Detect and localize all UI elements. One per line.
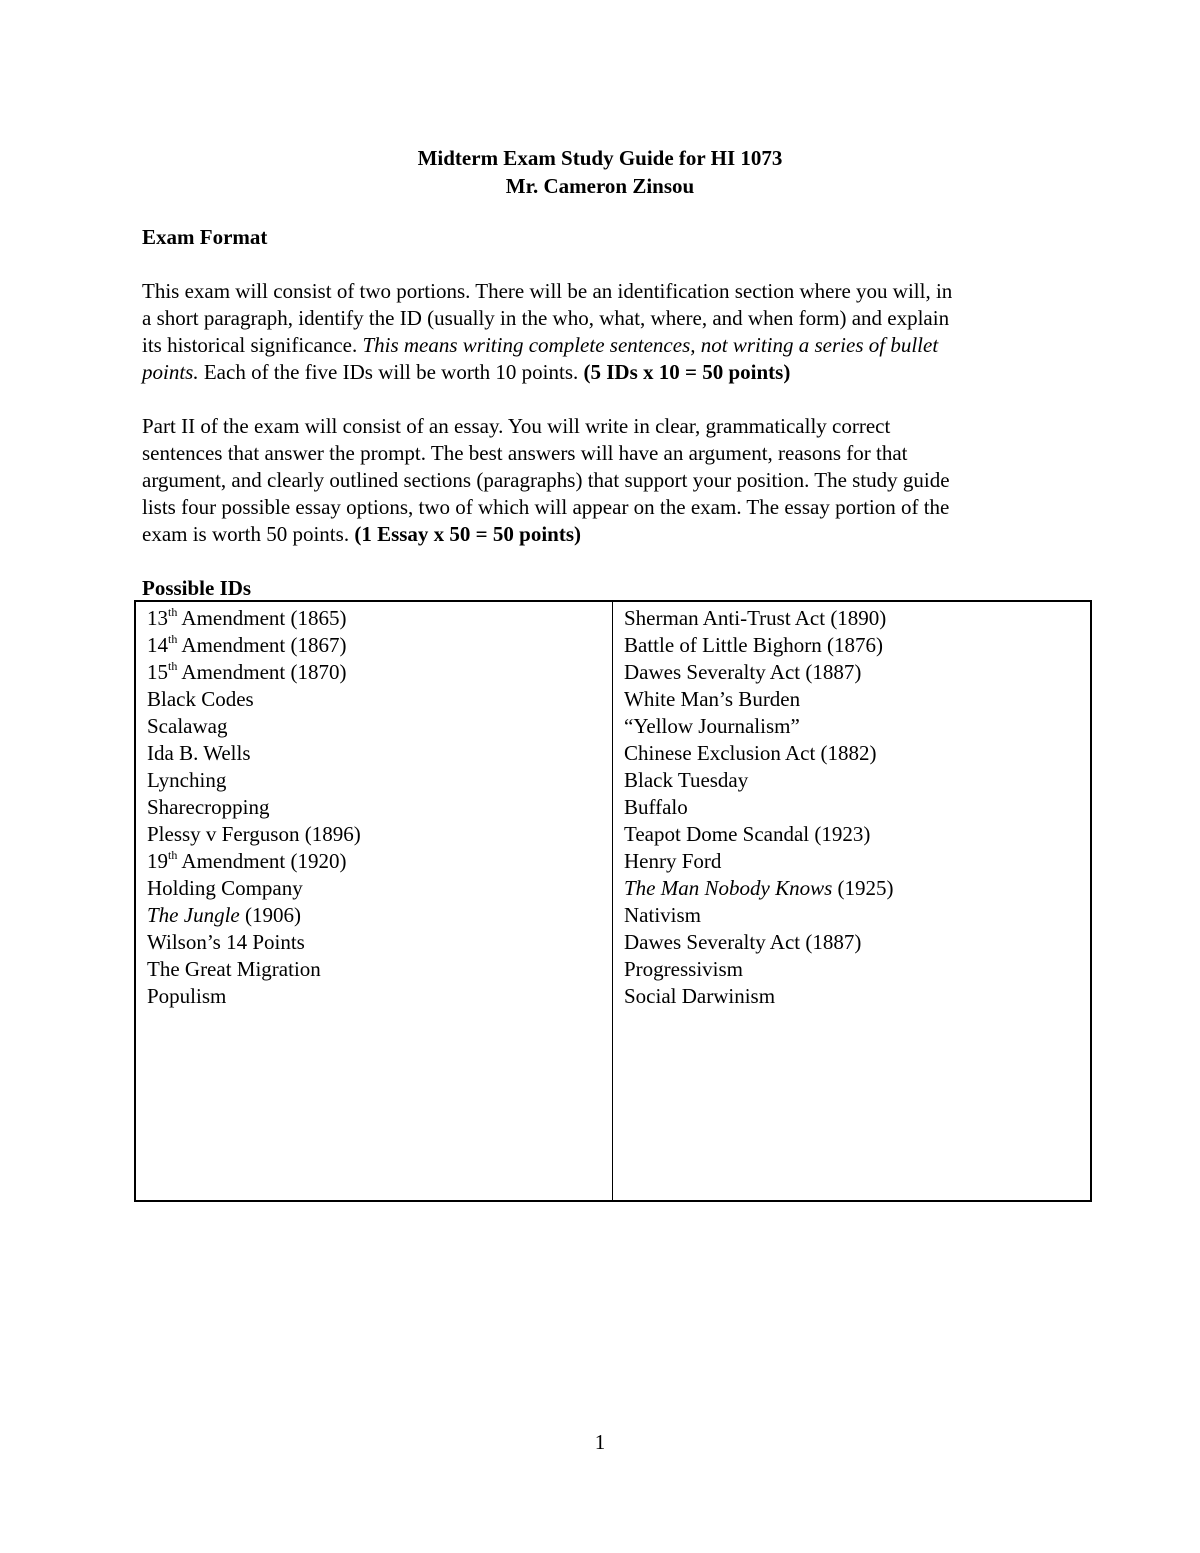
ordinal-suffix: th: [168, 632, 178, 646]
id-item: Black Codes: [147, 687, 254, 711]
paragraph-line: sentences that answer the prompt. The best answers will have an argument, reasons for that: [142, 441, 908, 465]
id-item: Holding Company: [147, 876, 303, 900]
id-item: Teapot Dome Scandal (1923): [624, 822, 871, 846]
id-item: Sherman Anti-Trust Act (1890): [624, 606, 887, 630]
ids-column-right: [613, 602, 1090, 1200]
ordinal-suffix: th: [168, 605, 178, 619]
id-text: Amendment (1920): [177, 849, 347, 873]
emphasis-text: points.: [142, 360, 199, 384]
paragraph-line: lists four possible essay options, two of which will appear on the exam. The essay portion of the: [142, 495, 950, 519]
paragraph-line: Part II of the exam will consist of an essay. You will write in clear, grammatically correct: [142, 414, 891, 438]
possible-ids-heading: Possible IDs: [142, 576, 252, 600]
id-item: Sharecropping: [147, 795, 270, 819]
id-item: White Man’s Burden: [624, 687, 801, 711]
possible-ids-table: [134, 600, 1092, 1202]
id-item: [147, 605, 612, 632]
paragraph-line: argument, and clearly outlined sections (paragraphs) that support your position. The study guide: [142, 468, 950, 492]
id-number: 15: [147, 660, 168, 684]
paragraph-text: its historical significance.: [142, 333, 363, 357]
exam-format-paragraph-1: [142, 278, 1072, 386]
exam-format-heading: Exam Format: [142, 225, 268, 249]
document-title: Midterm Exam Study Guide for HI 1073: [417, 146, 783, 170]
id-item: [147, 848, 612, 875]
id-text: (1925): [832, 876, 894, 900]
ordinal-suffix: th: [168, 659, 178, 673]
id-item: [147, 659, 612, 686]
exam-format-paragraph-2: [142, 413, 1072, 548]
id-number: 19: [147, 849, 168, 873]
instructor-name: Mr. Cameron Zinsou: [505, 174, 695, 198]
paragraph-line: [142, 521, 1072, 548]
id-item: [147, 902, 612, 929]
id-item: Black Tuesday: [624, 768, 749, 792]
ids-column-left: [136, 602, 613, 1200]
id-item: “Yellow Journalism”: [624, 714, 800, 738]
points-formula: (5 IDs x 10 = 50 points): [583, 360, 791, 384]
id-number: 13: [147, 606, 168, 630]
id-text: Amendment (1870): [177, 660, 347, 684]
points-formula: (1 Essay x 50 = 50 points): [354, 522, 581, 546]
document-title-block: [0, 144, 1200, 200]
id-item: Battle of Little Bighorn (1876): [624, 633, 883, 657]
id-text: Amendment (1865): [177, 606, 347, 630]
id-text: Amendment (1867): [177, 633, 347, 657]
id-number: 14: [147, 633, 168, 657]
paragraph-line: [142, 332, 1072, 359]
id-text: (1906): [239, 903, 301, 927]
id-item: The Great Migration: [147, 957, 321, 981]
id-item: Dawes Severalty Act (1887): [624, 930, 862, 954]
id-item: [624, 875, 1090, 902]
id-item: Henry Ford: [624, 849, 722, 873]
id-title-italic: The Jungle: [147, 903, 240, 927]
paragraph-line: [142, 359, 1072, 386]
id-item: Nativism: [624, 903, 701, 927]
id-item: Chinese Exclusion Act (1882): [624, 741, 877, 765]
paragraph-text: exam is worth 50 points.: [142, 522, 355, 546]
paragraph-line: a short paragraph, identify the ID (usually in the who, what, where, and when form) and explain: [142, 306, 950, 330]
id-title-italic: The Man Nobody Knows: [624, 876, 833, 900]
emphasis-text: This means writing complete sentences, not writing a series of bullet: [362, 333, 939, 357]
id-item: Plessy v Ferguson (1896): [147, 822, 361, 846]
id-item: Social Darwinism: [624, 984, 776, 1008]
page-number: 1: [594, 1430, 606, 1454]
id-item: Wilson’s 14 Points: [147, 930, 305, 954]
id-item: Buffalo: [624, 795, 688, 819]
id-item: Progressivism: [624, 957, 744, 981]
id-item: [147, 632, 612, 659]
id-item: Lynching: [147, 768, 227, 792]
id-item: Scalawag: [147, 714, 228, 738]
paragraph-line: This exam will consist of two portions. There will be an identification section where you will, in: [142, 279, 953, 303]
id-item: Populism: [147, 984, 227, 1008]
paragraph-text: Each of the five IDs will be worth 10 points.: [198, 360, 584, 384]
id-item: Ida B. Wells: [147, 741, 251, 765]
ordinal-suffix: th: [168, 848, 178, 862]
id-item: Dawes Severalty Act (1887): [624, 660, 862, 684]
